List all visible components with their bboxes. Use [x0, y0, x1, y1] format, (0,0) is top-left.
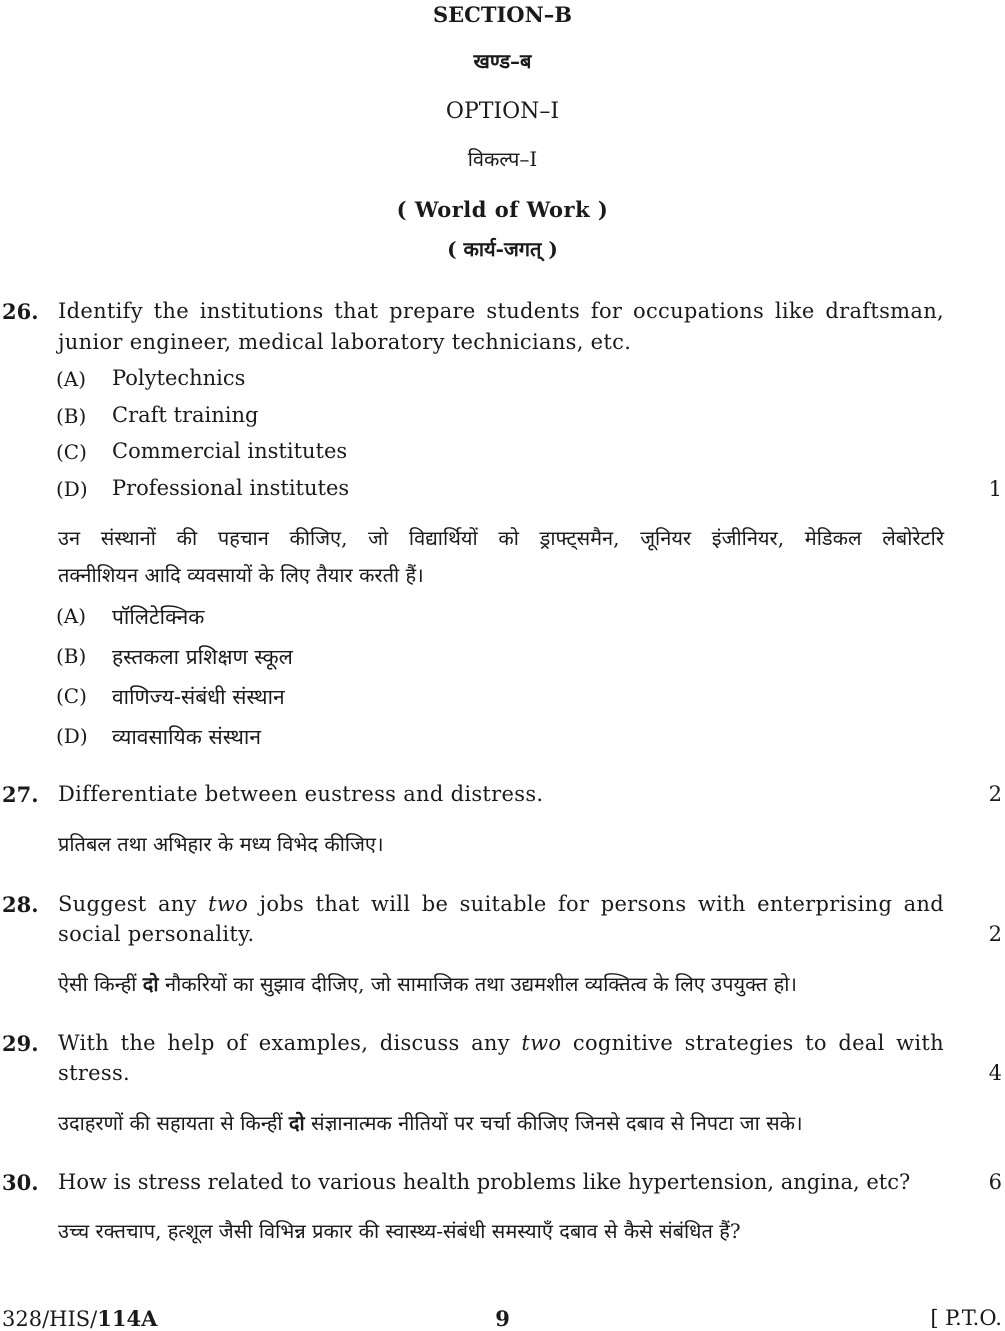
question-26-text-line2: junior engineer, medical laboratory technicians, etc.: [58, 330, 632, 354]
question-29-text-line1: With the help of examples, discuss any two cognitive strategies to deal with: [58, 1031, 944, 1055]
option-title-en: OPTION–I: [445, 99, 560, 124]
q30-marks: 6: [988, 1170, 1002, 1194]
q26-hindi-option-d-label: (D): [56, 724, 88, 748]
question-number-27: 27.: [2, 782, 39, 807]
q26-option-c-text: Commercial institutes: [112, 439, 348, 463]
q26-option-d-label: (D): [56, 477, 88, 501]
question-27-text: Differentiate between eustress and distress.: [58, 782, 544, 806]
question-number-30: 30.: [2, 1170, 39, 1195]
q26-option-a-text: Polytechnics: [112, 366, 246, 390]
q29-marks: 4: [988, 1061, 1002, 1085]
q26-hindi-option-c-label: (C): [56, 684, 87, 708]
question-26-text-line1: Identify the institutions that prepare students for occupations like draftsman,: [58, 299, 944, 323]
q26-hindi-option-a-label: (A): [56, 604, 87, 628]
section-title-en: SECTION–B: [432, 2, 573, 27]
question-28-text-line2: social personality.: [58, 922, 255, 946]
section-title-hi: खण्ड–ब: [473, 49, 532, 73]
question-26-hindi-line1: उन संस्थानों की पहचान कीजिए, जो विद्यार्थियों को ड्राफ्ट्समैन, जूनियर इंजीनियर, मेडिकल लेबोरेटरि: [58, 526, 944, 550]
q28-marks: 2: [988, 922, 1002, 946]
page-number: 9: [495, 1306, 510, 1331]
q26-hindi-option-b-label: (B): [56, 644, 87, 668]
question-27-hindi: प्रतिबल तथा अभिहार के मध्य विभेद कीजिए।: [58, 832, 384, 856]
topic-title-en: ( World of Work ): [396, 197, 609, 222]
q26-hindi-option-c-text: वाणिज्य-संबंधी संस्थान: [112, 685, 285, 709]
option-title-hi: विकल्प–I: [467, 147, 538, 171]
question-number-28: 28.: [2, 892, 39, 917]
q26-option-c-label: (C): [56, 440, 87, 464]
question-26-hindi-line2: तक्नीशियन आदि व्यवसायों के लिए तैयार करती हैं।: [58, 563, 424, 587]
question-28-text-line1: Suggest any two jobs that will be suitable for persons with enterprising and: [58, 892, 944, 916]
q26-hindi-option-b-text: हस्तकला प्रशिक्षण स्कूल: [112, 645, 293, 669]
q26-hindi-option-a-text: पॉलिटेक्निक: [112, 605, 205, 629]
question-30-text: How is stress related to various health problems like hypertension, angina, etc?: [58, 1170, 911, 1194]
pto-label: [ P.T.O.: [930, 1306, 1002, 1330]
q26-option-d-text: Professional institutes: [112, 476, 350, 500]
q26-option-a-label: (A): [56, 367, 87, 391]
question-30-hindi: उच्च रक्तचाप, हत्शूल जैसी विभिन्न प्रकार की स्वास्थ्य-संबंधी समस्याएँ दबाव से कैसे संबंधित हैं?: [58, 1219, 741, 1243]
paper-code: 328/HIS/114A: [2, 1306, 158, 1331]
q27-marks: 2: [988, 782, 1002, 806]
question-number-26: 26.: [2, 299, 39, 324]
q26-option-b-text: Craft training: [112, 403, 259, 427]
q26-hindi-option-d-text: व्यावसायिक संस्थान: [112, 725, 261, 749]
question-29-hindi: उदाहरणों की सहायता से किन्हीं दो संज्ञानात्मक नीतियों पर चर्चा कीजिए जिनसे दबाव से निपटा जा सके।: [58, 1111, 803, 1135]
question-28-hindi: ऐसी किन्हीं दो नौकरियों का सुझाव दीजिए, जो सामाजिक तथा उद्यमशील व्यक्तित्व के लिए उपयुक्त हो।: [58, 972, 797, 996]
question-29-text-line2: stress.: [58, 1061, 131, 1085]
q26-option-b-label: (B): [56, 404, 87, 428]
q26-marks: 1: [988, 477, 1002, 501]
topic-title-hi: ( कार्य-जगत् ): [447, 237, 558, 261]
question-number-29: 29.: [2, 1031, 39, 1056]
